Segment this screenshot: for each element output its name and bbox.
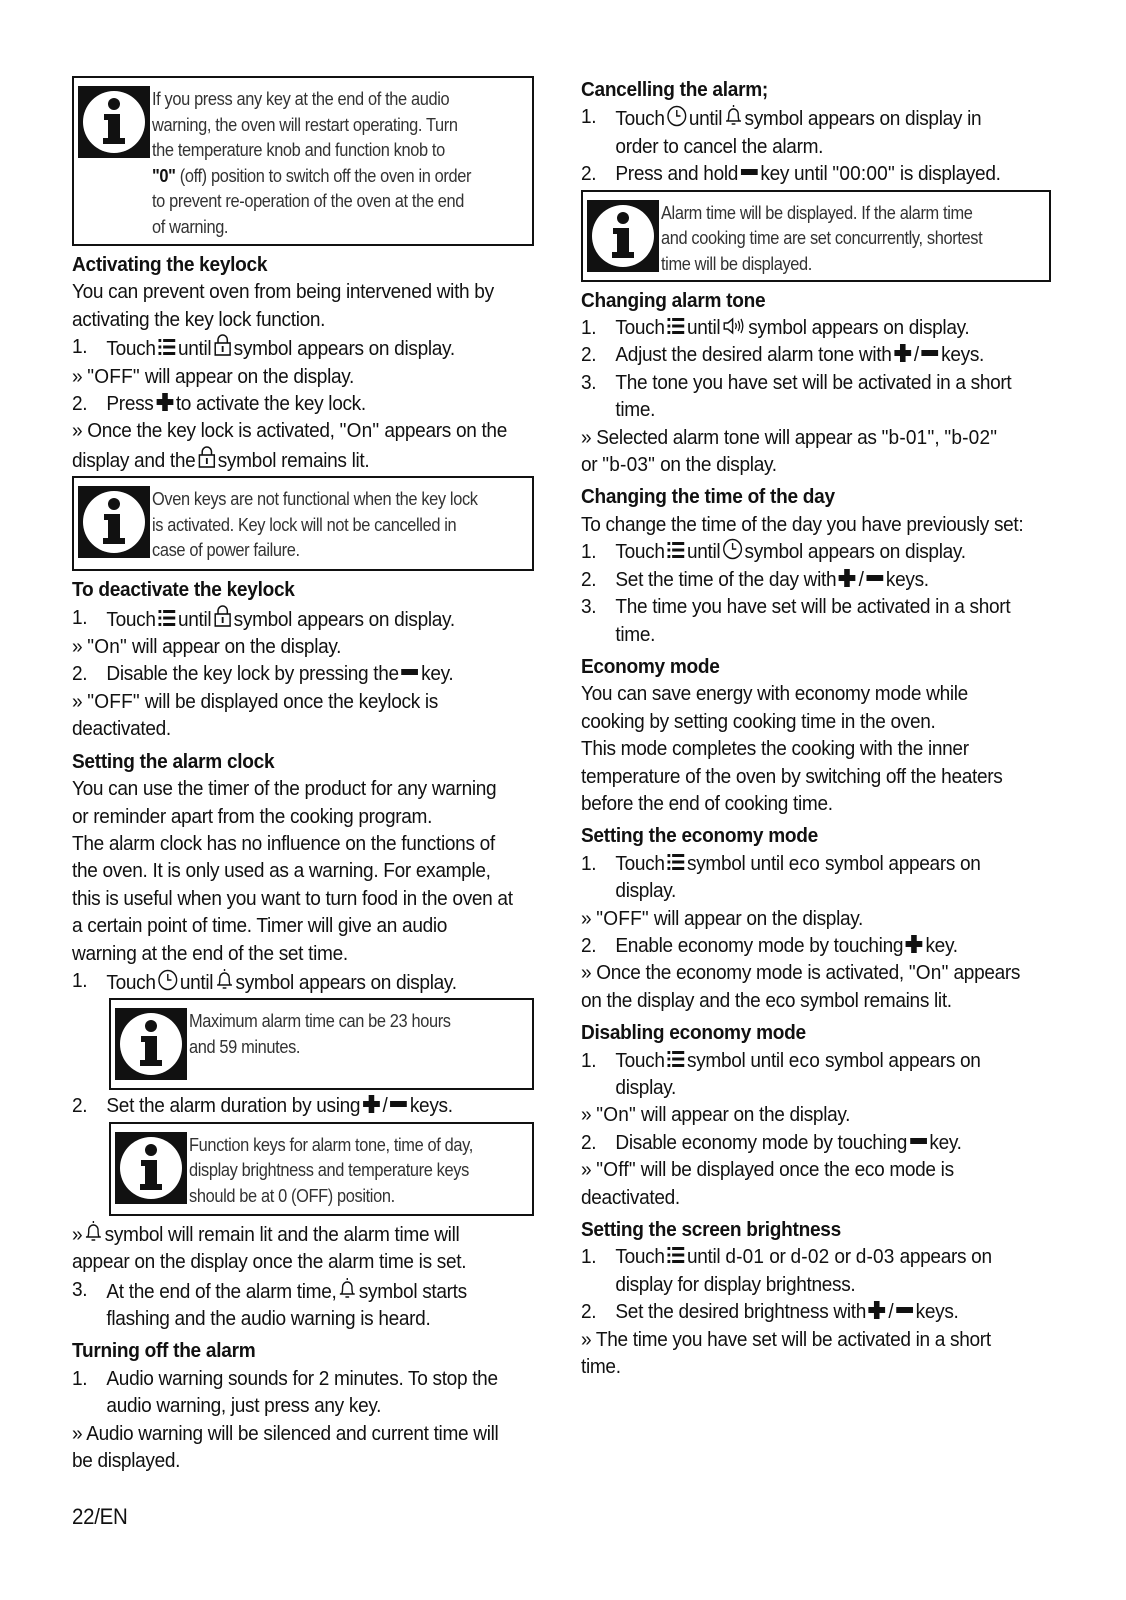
display-value: "On" xyxy=(908,961,949,985)
result-line: be displayed. xyxy=(72,1449,181,1472)
step-text: symbol appears on display in xyxy=(744,107,982,131)
left-column xyxy=(72,76,534,1474)
step-number: 1. xyxy=(581,316,597,340)
section-title: Turning off the alarm xyxy=(72,1339,256,1363)
result-marker: » xyxy=(72,364,83,388)
step xyxy=(581,103,1053,132)
section-title: Disabling economy mode xyxy=(581,1021,806,1045)
lock-icon xyxy=(213,604,232,628)
result-text: » Selected alarm tone will appear as xyxy=(581,425,877,449)
step-continuation: display for display brightness. xyxy=(615,1272,856,1296)
section-title: Activating the keylock xyxy=(72,253,268,276)
plus-icon xyxy=(155,392,174,412)
lock-icon xyxy=(197,445,216,469)
zero-value: "0" xyxy=(152,165,176,186)
step xyxy=(72,1092,536,1119)
step-text: until xyxy=(688,107,723,131)
result-line xyxy=(72,1219,536,1248)
display-value: d-01 xyxy=(725,1245,765,1269)
step-text: Touch xyxy=(615,1245,665,1269)
step-text: Enable economy mode by touching xyxy=(615,933,904,957)
step-text: / xyxy=(858,567,864,591)
step-text: symbol starts xyxy=(358,1279,467,1303)
step-continuation: flashing and the audio warning is heard. xyxy=(106,1306,431,1330)
paragraph-line: This mode completes the cooking with the inner xyxy=(581,737,969,761)
result-text: » Once the economy mode is activated, xyxy=(581,961,904,985)
note-line: If you press any key at the end of the audio xyxy=(152,89,450,109)
result-text: will be displayed once the eco mode is xyxy=(640,1158,954,1182)
step-number: 2. xyxy=(72,662,88,686)
step-number: 2. xyxy=(581,1130,597,1154)
paragraph-line: To change the time of the day you have previously set: xyxy=(581,512,1024,536)
paragraph-line: temperature of the oven by switching off the heaters xyxy=(581,764,1003,788)
result-text: or xyxy=(581,453,598,477)
note-line: Alarm time will be displayed. If the alarm time xyxy=(661,202,973,223)
bell-icon xyxy=(724,103,743,127)
step xyxy=(72,390,536,417)
note-line: is activated. Key lock will not be cancelled in xyxy=(152,514,457,535)
paragraph-line: You can save energy with economy mode while xyxy=(581,682,968,706)
step-text: Adjust the desired alarm tone with xyxy=(615,343,892,367)
display-value: "On" xyxy=(596,1103,636,1127)
note-line: case of power failure. xyxy=(152,540,300,561)
note-line xyxy=(152,164,494,190)
paragraph-line: or reminder apart from the cooking program. xyxy=(72,804,433,828)
step-text: symbol appears on xyxy=(825,1048,981,1072)
step-text: Disable economy mode by touching xyxy=(615,1130,908,1154)
step-text: Press xyxy=(106,392,154,416)
menu-icon xyxy=(667,316,686,336)
step-text: Press and hold xyxy=(615,162,739,186)
paragraph-line: the oven. It is only used as a warning. For example, xyxy=(72,859,491,883)
result-text: will appear on the display. xyxy=(144,364,355,388)
menu-icon xyxy=(667,852,686,872)
note-line: and cooking time are set concurrently, shortest xyxy=(661,228,983,249)
step xyxy=(581,932,1053,959)
paragraph-line: a certain point of time. Timer will give an audio xyxy=(72,914,448,938)
menu-icon xyxy=(158,337,177,357)
step-number: 1. xyxy=(581,105,597,129)
step-text: Touch xyxy=(106,970,156,994)
step-continuation: audio warning, just press any key. xyxy=(106,1394,382,1418)
minus-icon xyxy=(740,162,759,182)
step-text: key. xyxy=(421,662,454,686)
info-icon xyxy=(78,86,150,158)
result-line: deactivated. xyxy=(72,717,171,741)
step-number: 1. xyxy=(72,968,88,992)
menu-icon xyxy=(158,608,177,628)
step-number: 1. xyxy=(581,540,597,564)
step-text: until xyxy=(179,970,214,994)
info-icon xyxy=(115,1008,187,1080)
step-text: / xyxy=(888,1300,894,1324)
result-line xyxy=(72,633,536,660)
step-number: 2. xyxy=(581,343,597,367)
result-line: appear on the display once the alarm time is set. xyxy=(72,1250,467,1274)
clock-icon xyxy=(158,969,178,991)
minus-icon xyxy=(909,1131,928,1151)
step xyxy=(581,369,1053,396)
clock-icon xyxy=(667,105,687,127)
result-line xyxy=(72,417,536,444)
step-text: keys. xyxy=(409,1094,453,1118)
step-text: keys. xyxy=(885,567,929,591)
step xyxy=(72,967,536,996)
page-number: 22/EN xyxy=(72,1504,128,1529)
plus-icon xyxy=(905,934,924,954)
result-line: » The time you have set will be activated in a short xyxy=(581,1327,991,1351)
result-text: appears xyxy=(953,961,1021,985)
step-text: appears on xyxy=(899,1245,992,1269)
section-title: Cancelling the alarm; xyxy=(581,78,768,101)
display-value: d-02 xyxy=(790,1245,830,1269)
note-function-keys xyxy=(109,1122,534,1216)
result-text: will appear on the display. xyxy=(653,906,864,930)
step-text: At the end of the alarm time, xyxy=(106,1279,337,1303)
result-marker: » xyxy=(72,635,83,659)
step-text: Touch xyxy=(615,1048,665,1072)
result-line: deactivated. xyxy=(581,1185,680,1209)
note-line: Function keys for alarm tone, time of day, xyxy=(189,1134,473,1155)
note-text: (off) position to switch off the oven in order xyxy=(179,165,472,186)
display-value: "Off" xyxy=(596,1158,636,1182)
step xyxy=(581,566,1053,593)
step xyxy=(581,1129,1053,1156)
step-text: Set the alarm duration by using xyxy=(106,1094,361,1118)
step xyxy=(72,1276,536,1305)
display-value: "b-01" xyxy=(881,425,935,449)
lock-icon xyxy=(213,333,232,357)
result-marker: » xyxy=(72,689,83,713)
step-text: until xyxy=(686,540,721,564)
step xyxy=(581,1243,1053,1270)
result-line xyxy=(581,424,1053,451)
step-text: / xyxy=(913,343,919,367)
step-text: or xyxy=(769,1245,786,1269)
note-line: of warning. xyxy=(152,216,229,237)
step-continuation: time. xyxy=(615,398,656,422)
step-number: 1. xyxy=(72,605,88,629)
step-text: is displayed. xyxy=(899,162,1001,186)
plus-icon xyxy=(868,1300,887,1320)
result-text: symbol will remain lit and the alarm time will xyxy=(104,1222,460,1246)
result-line xyxy=(72,363,536,390)
section-title: Setting the economy mode xyxy=(581,824,818,848)
display-value: d-03 xyxy=(855,1245,895,1269)
step-text: symbol appears on display. xyxy=(233,607,455,631)
section-title: Changing alarm tone xyxy=(581,288,766,312)
step-text: key. xyxy=(929,1130,962,1154)
step xyxy=(72,604,536,633)
paragraph-line: activating the key lock function. xyxy=(72,307,326,331)
step xyxy=(581,593,1053,620)
display-value: "On" xyxy=(87,635,127,659)
section-title: To deactivate the keylock xyxy=(72,578,295,602)
step xyxy=(581,1047,1053,1074)
step-text: symbol appears on display. xyxy=(235,970,457,994)
note-line: to prevent re-operation of the oven at the end xyxy=(152,191,465,211)
step xyxy=(581,850,1053,877)
result-line xyxy=(72,688,536,715)
note-line: Maximum alarm time can be 23 hours xyxy=(189,1011,451,1032)
step-text: Set the desired brightness with xyxy=(615,1300,867,1324)
result-text: will appear on the display. xyxy=(131,635,342,659)
step xyxy=(581,314,1053,341)
result-text: will be displayed once the keylock is xyxy=(144,689,439,713)
paragraph-line: before the end of cooking time. xyxy=(581,791,833,815)
minus-icon xyxy=(389,1094,408,1114)
result-line xyxy=(581,905,1053,932)
result-marker: » xyxy=(581,1103,592,1127)
step-text: Disable the key lock by pressing the xyxy=(106,662,399,686)
step-text: Touch xyxy=(615,107,665,131)
bell-icon xyxy=(215,967,234,991)
section-title: Setting the alarm clock xyxy=(72,749,275,773)
note-alarm-display xyxy=(581,190,1051,282)
step-number: 3. xyxy=(581,370,597,394)
step-number: 2. xyxy=(581,933,597,957)
result-line: on the display and the eco symbol remains lit. xyxy=(581,988,952,1012)
step-text: key. xyxy=(925,933,958,957)
eco-symbol: eco xyxy=(788,1048,821,1072)
step-number: 1. xyxy=(581,851,597,875)
result-text: symbol remains lit. xyxy=(217,448,370,472)
plus-icon xyxy=(362,1094,381,1114)
step-number: 1. xyxy=(581,1245,597,1269)
result-line xyxy=(581,1101,1053,1128)
step xyxy=(72,660,536,687)
step-text: until xyxy=(177,607,212,631)
result-text: display and the xyxy=(72,448,196,472)
display-value: "OFF" xyxy=(87,689,140,713)
step-text: The time you have set will be activated in a short xyxy=(615,595,1011,619)
paragraph-line: You can prevent oven from being intervened with by xyxy=(72,280,494,304)
bell-icon xyxy=(84,1219,103,1243)
note-max-alarm xyxy=(109,998,534,1090)
display-value: "OFF" xyxy=(87,364,140,388)
step-text: symbol appears on display. xyxy=(744,540,966,564)
step-text: key until xyxy=(760,162,828,186)
result-marker: » xyxy=(581,1158,592,1182)
step xyxy=(581,1298,1053,1325)
result-line xyxy=(72,445,536,474)
note-line: time will be displayed. xyxy=(661,253,812,274)
step-number: 2. xyxy=(581,162,597,186)
section-title: Changing the time of the day xyxy=(581,485,835,509)
right-column xyxy=(581,76,1051,1380)
eco-symbol: eco xyxy=(788,851,821,875)
step-number: 1. xyxy=(72,335,88,359)
step-number: 2. xyxy=(581,567,597,591)
result-text: » Once the key lock is activated, xyxy=(72,419,335,443)
step-text: Touch xyxy=(615,851,665,875)
step-text: symbol appears on display. xyxy=(233,337,455,361)
note-line: Oven keys are not functional when the key lock xyxy=(152,489,478,510)
paragraph-line: this is useful when you want to turn food in the oven at xyxy=(72,886,513,910)
step-text: Touch xyxy=(106,607,156,631)
step xyxy=(72,333,536,362)
step-text: symbol appears on xyxy=(825,851,981,875)
result-marker: » xyxy=(72,1222,83,1246)
step-number: 2. xyxy=(72,392,88,416)
step-text: Audio warning sounds for 2 minutes. To stop the xyxy=(106,1366,498,1390)
note-line: display brightness and temperature keys xyxy=(189,1160,469,1181)
step-text: keys. xyxy=(915,1300,959,1324)
minus-icon xyxy=(401,662,420,682)
result-line xyxy=(581,451,1053,478)
paragraph-line: You can use the timer of the product for any warning xyxy=(72,777,497,801)
menu-icon xyxy=(667,1049,686,1069)
minus-icon xyxy=(895,1300,914,1320)
note-line: should be at 0 (OFF) position. xyxy=(189,1185,395,1206)
clock-icon xyxy=(722,538,742,560)
step-text: symbol until xyxy=(686,1048,784,1072)
step-text: Touch xyxy=(615,316,665,340)
display-value: "b-03" xyxy=(602,453,656,477)
display-value: "b-02" xyxy=(944,425,998,449)
display-value: "00:00" xyxy=(832,162,895,186)
step-continuation: display. xyxy=(615,879,677,903)
step xyxy=(72,1365,536,1392)
step-text: Touch xyxy=(615,540,665,564)
step-text: / xyxy=(382,1094,388,1118)
step xyxy=(581,160,1053,187)
result-text: will appear on the display. xyxy=(640,1103,851,1127)
info-icon xyxy=(587,200,659,272)
note-line: and 59 minutes. xyxy=(189,1036,301,1057)
result-line: time. xyxy=(581,1355,621,1379)
step-continuation: time. xyxy=(615,622,656,646)
step-number: 2. xyxy=(72,1094,88,1118)
step-text: Set the time of the day with xyxy=(615,567,837,591)
step-number: 2. xyxy=(581,1300,597,1324)
step-number: 3. xyxy=(581,595,597,619)
step-continuation: display. xyxy=(615,1076,677,1099)
step-text: to activate the key lock. xyxy=(175,392,366,416)
step-text: until xyxy=(177,337,212,361)
result-line xyxy=(581,959,1053,986)
separator: , xyxy=(934,425,940,449)
step-number: 1. xyxy=(581,1048,597,1072)
result-text: on the display. xyxy=(660,453,777,477)
result-line xyxy=(581,1156,1053,1183)
step-text: symbol until xyxy=(686,851,784,875)
result-marker: » xyxy=(581,906,592,930)
step-continuation: order to cancel the alarm. xyxy=(615,134,824,158)
result-line: » Audio warning will be silenced and current time will xyxy=(72,1421,499,1445)
menu-icon xyxy=(667,540,686,560)
display-value: "OFF" xyxy=(596,906,649,930)
step-text: until xyxy=(686,316,721,340)
step-number: 1. xyxy=(72,1366,88,1390)
display-value: "On" xyxy=(339,419,380,443)
step xyxy=(581,341,1053,368)
section-title: Setting the screen brightness xyxy=(581,1218,841,1242)
step-text: symbol appears on display. xyxy=(748,316,970,340)
info-icon xyxy=(78,486,150,558)
step-text: The tone you have set will be activated in a short xyxy=(615,370,1012,394)
minus-icon xyxy=(865,568,884,588)
minus-icon xyxy=(921,343,940,363)
paragraph-line: warning at the end of the set time. xyxy=(72,941,348,965)
plus-icon xyxy=(893,343,912,363)
step xyxy=(581,538,1053,565)
menu-icon xyxy=(667,1245,686,1265)
result-text: appears on the xyxy=(384,419,507,443)
plus-icon xyxy=(838,568,857,588)
step-text: until xyxy=(686,1245,721,1269)
step-text: or xyxy=(834,1245,851,1269)
info-icon xyxy=(115,1132,187,1204)
paragraph-line: The alarm clock has no influence on the functions of xyxy=(72,831,495,855)
step-text: Touch xyxy=(106,337,156,361)
note-line: the temperature knob and function knob to xyxy=(152,140,445,160)
section-title: Economy mode xyxy=(581,654,720,678)
note-keylock xyxy=(72,476,534,571)
note-line: warning, the oven will restart operating. Turn xyxy=(152,114,458,135)
bell-icon xyxy=(338,1276,357,1300)
step-text: keys. xyxy=(941,343,985,367)
paragraph-line: cooking by setting cooking time in the oven. xyxy=(581,709,936,733)
note-restart xyxy=(72,76,534,246)
speaker-icon xyxy=(722,316,746,336)
step-number: 3. xyxy=(72,1277,88,1301)
